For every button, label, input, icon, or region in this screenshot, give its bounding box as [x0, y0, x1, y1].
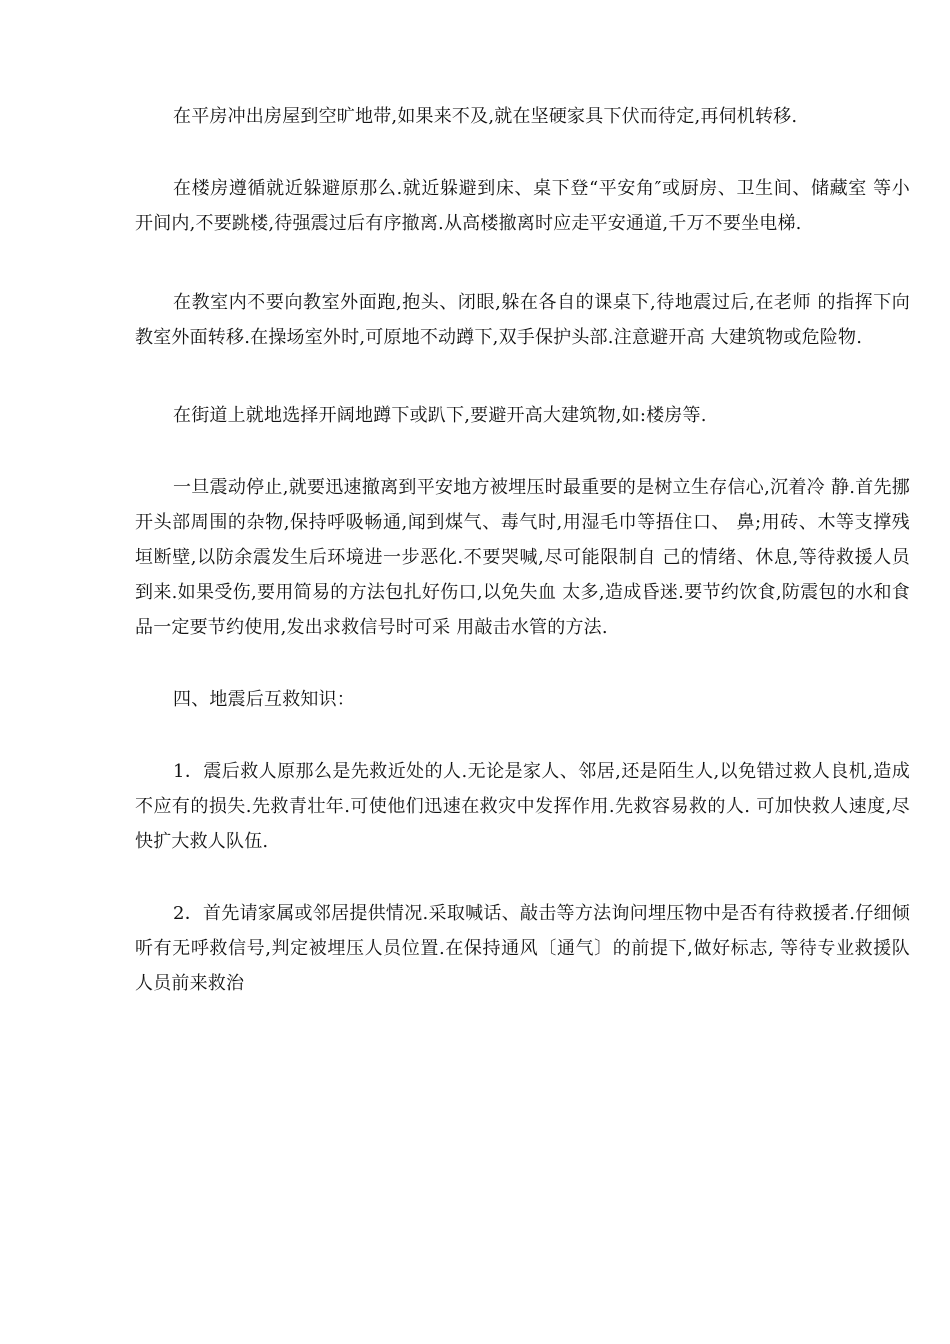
paragraph-street: 在街道上就地选择开阔地蹲下或趴下,要避开高大建筑物,如:楼房等.	[173, 405, 707, 426]
paragraph-classroom: 在教室内不要向教室外面跑,抱头、闭眼,躲在各自的课桌下,待地震过后,在老师 的指挥下向教室外面转移.在操场室外时,可原地不动蹲下,双手保护头部.注意避开高 大建筑物或危险物.	[135, 292, 910, 348]
paragraph-after-shaking: 一旦震动停止,就要迅速撤离到平安地方被埋压时最重要的是树立生存信心,沉着冷 静.首先挪开头部周围的杂物,保持呼吸畅通,闻到煤气、毒气时,用湿毛巾等捂住口、 鼻;用砖、木等支撑残垣断壁,以防余震发生后环境进一步恶化.不要哭喊,尽可能限制自 己的情绪、休息,等待救援人员到来.如果受伤,要用简易的方法包扎好伤口,以免失血 太多,造成昏迷.要节约饮食,防震包的水和食品一定要节约使用,发出求救信号时可采 用敲击水管的方法.	[135, 477, 910, 638]
list-item-rescue-principle: 1．震后救人原那么是先救近处的人.无论是家人、邻居,还是陌生人,以免错过救人良机,造成不应有的损失.先救青壮年.可使他们迅速在救灾中发挥作用.先救容易救的人. 可加快救人速度,尽快扩大救人队伍.	[135, 761, 910, 852]
list-item-locate-victims: 2．首先请家属或邻居提供情况.采取喊话、敲击等方法询问埋压物中是否有待救援者.仔细倾听有无呼救信号,判定被埋压人员位置.在保持通风〔通气〕的前提下,做好标志, 等待专业救援队人员前来救治	[135, 903, 910, 994]
section-heading-mutual-rescue: 四、地震后互救知识：	[173, 689, 355, 710]
paragraph-building: 在楼房遵循就近躲避原那么.就近躲避到床、桌下登“平安角″或厨房、卫生间、储藏室 等小开间内,不要跳楼,待强震过后有序撤离.从高楼撤离时应走平安通道,千万不要坐电梯.	[135, 178, 910, 234]
paragraph-bungalow: 在平房冲出房屋到空旷地带,如果来不及,就在坚硬家具下伏而待定,再伺机转移.	[173, 106, 798, 127]
